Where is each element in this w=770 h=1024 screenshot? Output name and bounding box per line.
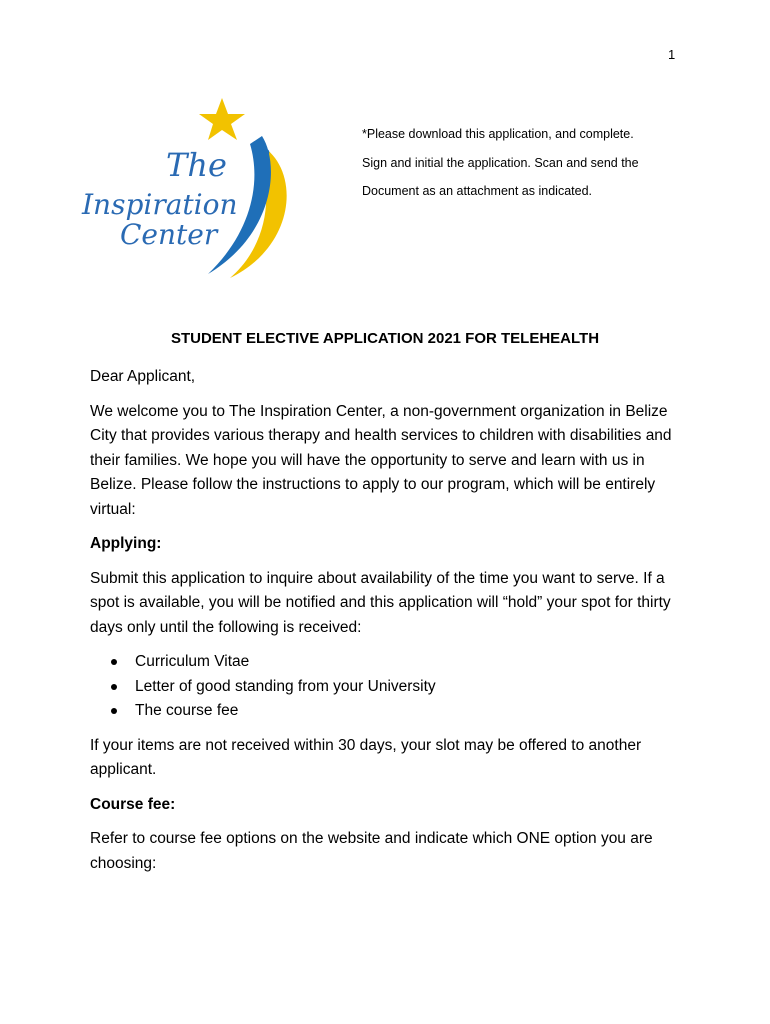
logo-text-inspiration: Inspiration [82, 188, 238, 221]
instruction-line: Sign and initial the application. Scan and send the [362, 155, 639, 170]
list-item-label: Letter of good standing from your University [135, 677, 436, 695]
page-number: 1 [668, 47, 676, 62]
logo-text-center: Center [120, 218, 218, 251]
inspiration-center-logo [80, 94, 304, 284]
logo-text-the: The [166, 146, 227, 184]
instruction-line: *Please download this application, and complete. [362, 127, 634, 141]
bullet-icon [111, 708, 117, 714]
requirements-list [90, 650, 690, 724]
list-item-label: Curriculum Vitae [135, 653, 250, 670]
list-item [135, 650, 690, 675]
deadline-paragraph: If your items are not received within 30 days, your slot may be offered to another applicant. [90, 736, 642, 778]
greeting: Dear Applicant, [90, 368, 196, 385]
intro-paragraph: We welcome you to The Inspiration Center, a non-government organization in Belize City that provides various therapy and health services to children with disabilities and their families. We hope you will have the opportunity to serve and learn with us in Belize. Please follow the instructions to apply to our program, which will be entirely virtual: [90, 402, 672, 518]
document-title: STUDENT ELECTIVE APPLICATION 2021 FOR TELEHEALTH [170, 330, 600, 347]
letter-body [90, 365, 690, 886]
logo-graphic [80, 94, 304, 284]
download-instructions [362, 120, 682, 206]
course-fee-heading: Course fee: [90, 795, 176, 813]
bullet-icon [111, 684, 117, 690]
applying-paragraph: Submit this application to inquire about availability of the time you want to serve. If a spot is available, you will be notified and this application will “hold” your spot for thirty days only until the following is received: [90, 569, 671, 636]
instruction-line: Document as an attachment as indicated. [362, 184, 592, 198]
list-item [135, 675, 690, 700]
applying-heading: Applying: [90, 535, 162, 552]
bullet-icon [111, 659, 117, 665]
list-item [135, 699, 690, 724]
star-icon [199, 98, 245, 140]
list-item-label: The course fee [135, 702, 239, 719]
course-fee-paragraph: Refer to course fee options on the website and indicate which ONE option you are choosing: [90, 830, 653, 872]
